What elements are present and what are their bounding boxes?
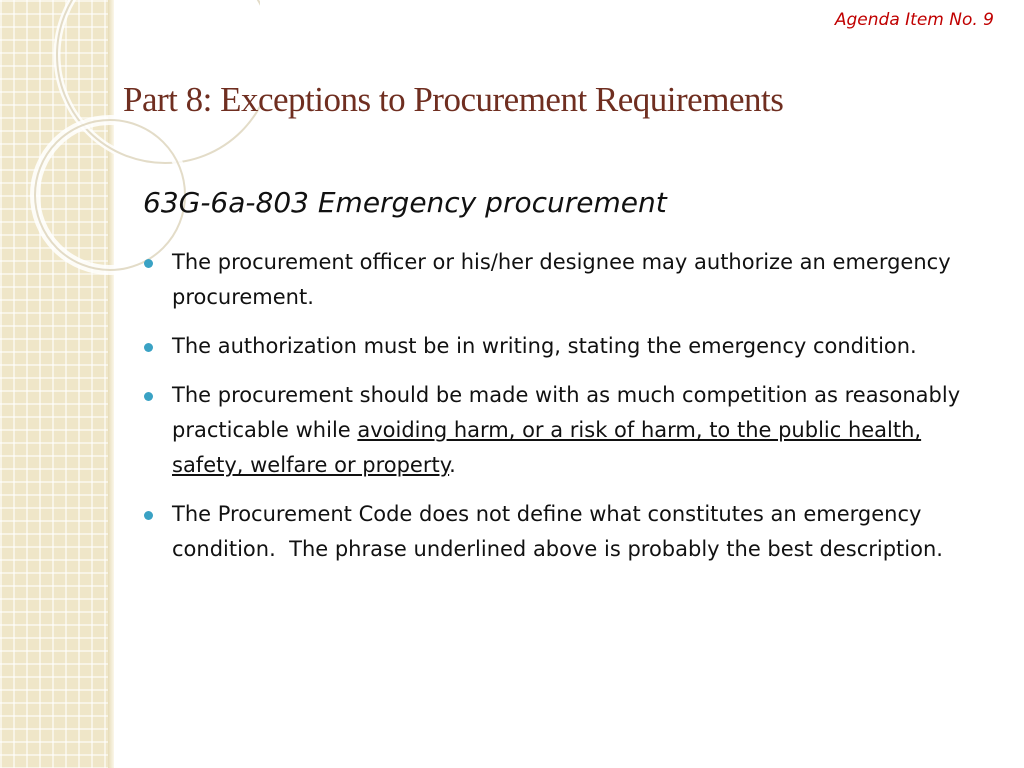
bullet-dot-icon	[144, 259, 153, 268]
underlined-phrase: avoiding harm, or a risk of harm, to the public health, safety, welfare or property	[172, 418, 922, 477]
bullet-item	[140, 378, 980, 483]
slide-subtitle: 63G-6a-803 Emergency procurement	[143, 186, 667, 219]
slide-title: Part 8: Exceptions to Procurement Requirements	[123, 80, 784, 119]
bullet-text: The procurement officer or his/her designee may authorize an emergency procurement.	[172, 250, 951, 309]
bullet-dot-icon	[144, 392, 153, 401]
bullet-list	[140, 245, 980, 581]
sidebar-pattern	[0, 0, 113, 768]
agenda-label: Agenda Item No. 9	[834, 10, 994, 30]
bullet-text-lead: The procurement should be made with as much competition as reasonably practicable while	[172, 383, 961, 442]
bullet-text-end: .	[449, 453, 456, 477]
bullet-dot-icon	[144, 343, 153, 352]
bullet-text: The authorization must be in writing, stating the emergency condition.	[172, 334, 917, 358]
bullet-item	[140, 245, 980, 315]
sidebar-edge	[108, 0, 114, 768]
bullet-dot-icon	[144, 511, 153, 520]
bullet-item	[140, 329, 980, 364]
bullet-text: The Procurement Code does not define what constitutes an emergency condition. The phrase underlined above is probably the best description.	[172, 502, 943, 561]
bullet-item	[140, 497, 980, 567]
